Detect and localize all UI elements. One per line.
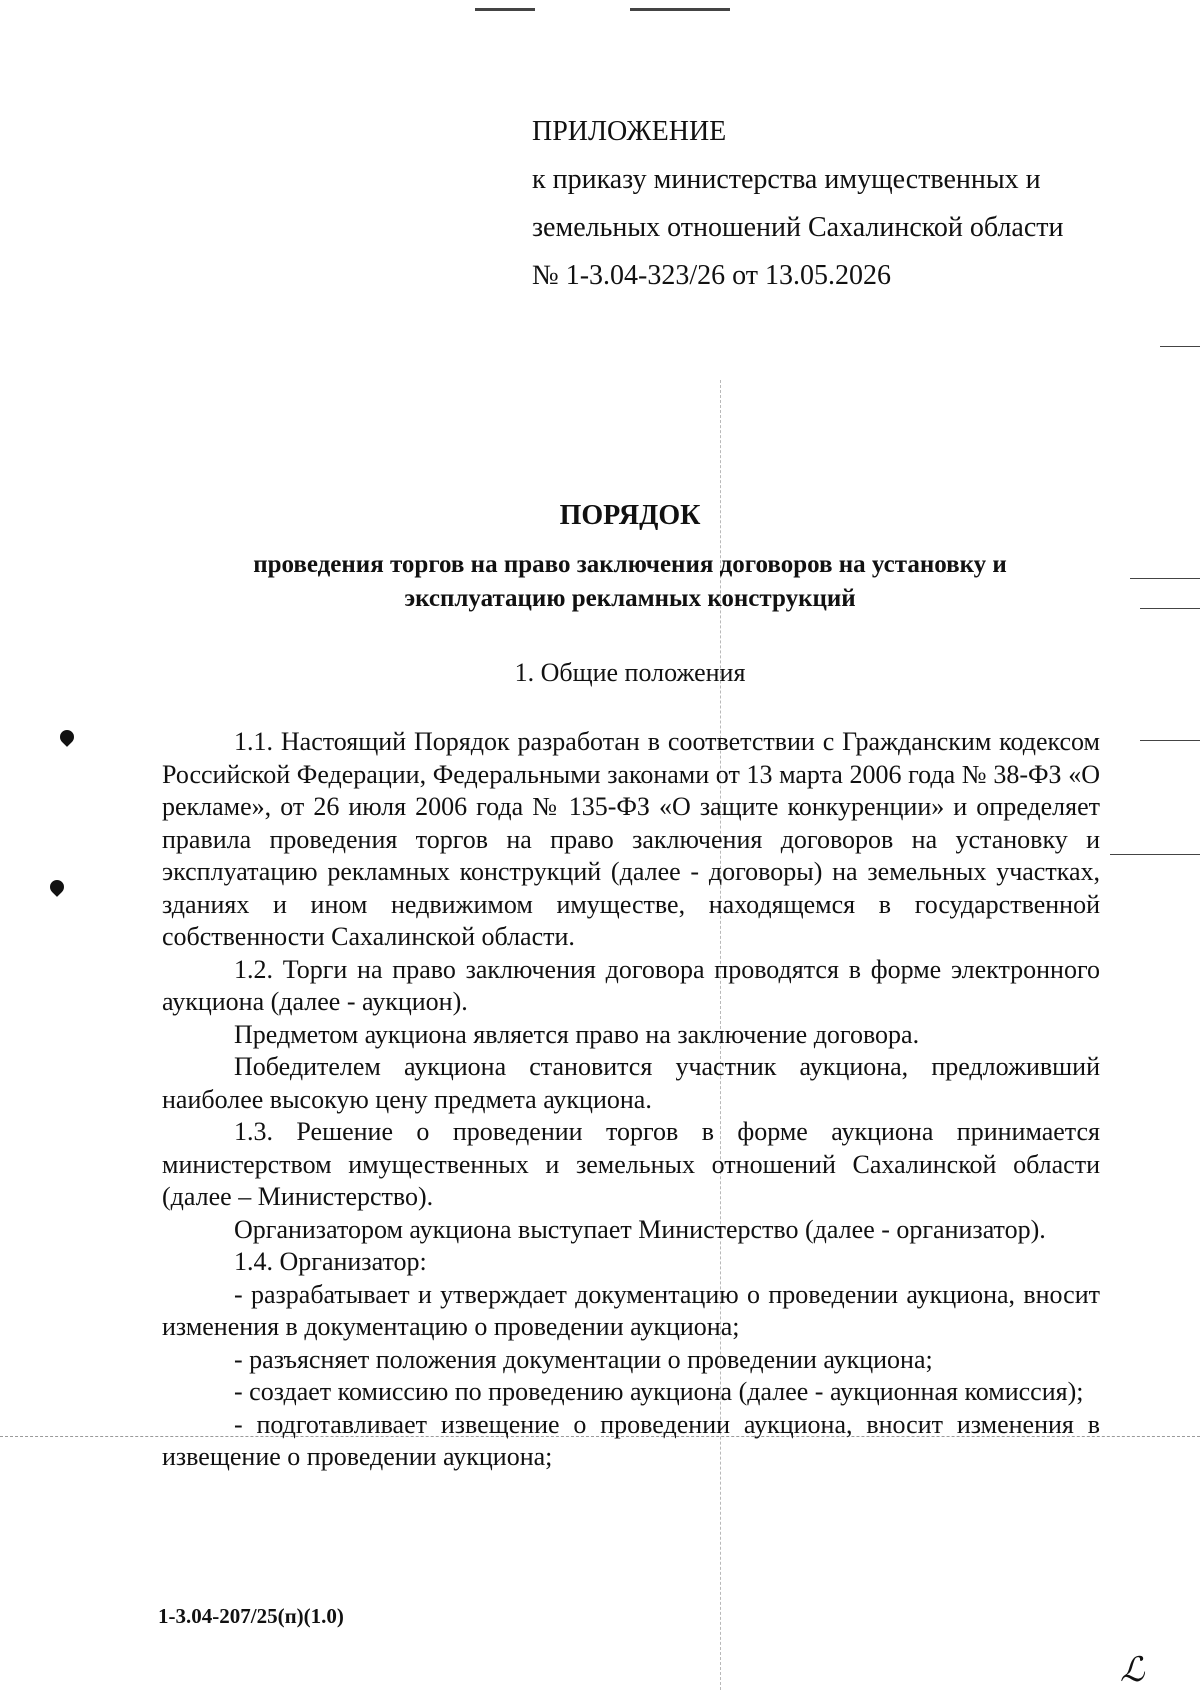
scan-artifact-right — [1160, 346, 1200, 347]
document-title: ПОРЯДОК — [559, 500, 701, 531]
list-item: - разрабатывает и утверждает документацию о проведении аукциона, вносит изменения в документацию о проведении аукциона; — [162, 1279, 1100, 1341]
section-heading: 1. Общие положения — [514, 658, 746, 687]
appendix-header — [532, 108, 1092, 300]
appendix-order-line: к приказу министерства имущественных и — [532, 164, 1041, 195]
paragraph-organizer: Организатором аукциона выступает Министерство (далее - организатор). — [234, 1214, 1046, 1244]
document-subtitle-line: эксплуатацию рекламных конструкций — [404, 585, 856, 612]
scan-artifact-top — [475, 8, 535, 11]
document-subtitle-line: проведения торгов на право заключения договоров на установку и — [253, 551, 1007, 578]
paragraph-1-4: 1.4. Организатор: — [234, 1247, 427, 1276]
document-code: 1-3.04-207/25(п)(1.0) — [158, 1604, 344, 1628]
scan-artifact-right — [1140, 608, 1200, 609]
paragraph-1-3: 1.3. Решение о проведении торгов в форме аукциона принимается министерством имущественных и земельных отношений Сахалинской области (далее – Министерство). — [162, 1117, 1100, 1211]
scan-artifact-top — [630, 8, 730, 11]
list-item: - создает комиссию по проведению аукциона (далее - аукционная комиссия); — [234, 1377, 1084, 1406]
appendix-order-number: № 1-3.04-323/26 от 13.05.2026 — [532, 260, 892, 291]
appendix-ministry-line: земельных отношений Сахалинской области — [532, 212, 1064, 243]
handwritten-initial: ℒ — [1120, 1652, 1145, 1689]
list-item: - подготавливает извещение о проведении аукциона, вносит изменения в извещение о проведении аукциона; — [162, 1409, 1100, 1471]
scan-artifact-right — [1130, 578, 1200, 579]
scan-artifact-dot — [47, 877, 67, 897]
paragraph-subject: Предметом аукциона является право на заключение договора. — [234, 1019, 920, 1049]
scan-artifact-right — [1140, 740, 1200, 741]
scan-artifact-right — [1110, 854, 1200, 855]
list-item: - разъясняет положения документации о проведении аукциона; — [234, 1344, 933, 1374]
paragraph-winner: Победителем аукциона становится участник аукциона, предложивший наиболее высокую цену предмета аукциона. — [162, 1052, 1100, 1114]
paragraph-1-2: 1.2. Торги на право заключения договора проводятся в форме электронного аукциона (далее - аукцион). — [162, 954, 1100, 1016]
document-body — [162, 726, 1100, 1474]
paragraph-1-1: 1.1. Настоящий Порядок разработан в соответствии с Гражданским кодексом Российской Федерации, Федеральными законами от 13 марта 2006 года № 38-ФЗ «О рекламе», от 26 июля 2006 года № 135-ФЗ «О защите конкуренции» и определяет правила проведения торгов на право заключения договоров на установку и эксплуатацию рекламных конструкций (далее - договоры) на земельных участках, зданиях и ином недвижимом имуществе, находящемся в государственной собственности Сахалинской области. — [162, 727, 1100, 951]
scan-artifact-dot — [57, 727, 77, 747]
document-subtitle — [160, 548, 1100, 616]
appendix-label: ПРИЛОЖЕНИЕ — [532, 116, 727, 147]
